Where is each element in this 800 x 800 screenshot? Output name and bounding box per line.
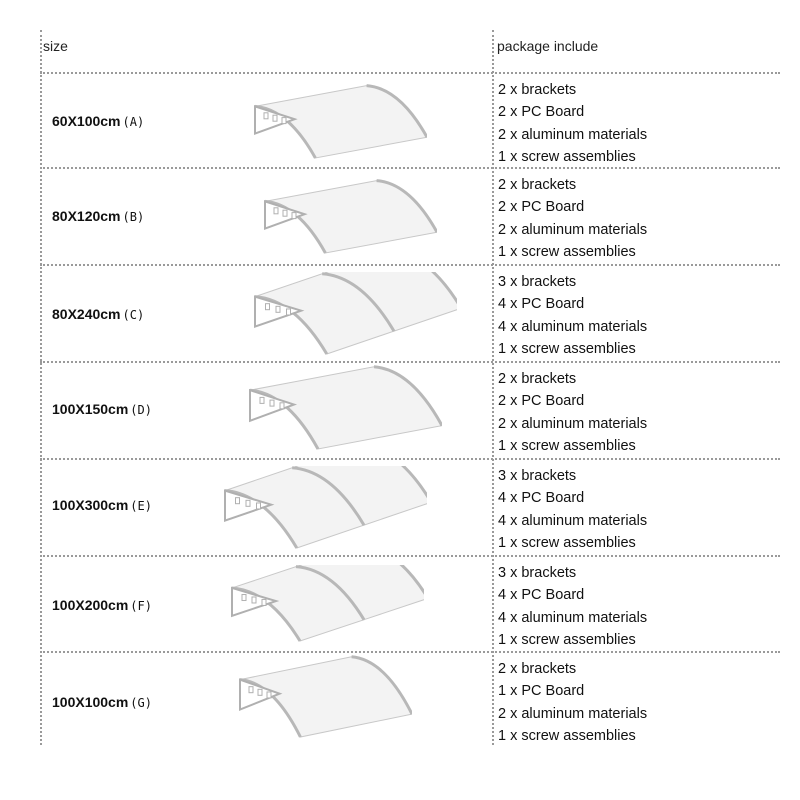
package-item: 2 x aluminum materials [498,221,648,238]
package-column-header: package include [497,38,599,54]
row-divider [40,651,780,653]
row-divider [40,555,780,557]
table-row [42,171,780,264]
row-divider [40,458,780,460]
package-item: 1 x screw assemblies [498,340,636,357]
package-item: 1 x screw assemblies [498,148,636,165]
package-item: 2 x brackets [498,82,577,98]
canopy-image [217,466,427,554]
model-code: (E) [130,499,152,513]
table-row [42,462,780,555]
package-item: 1 x screw assemblies [498,437,636,454]
package-item: 2 x aluminum materials [498,705,648,722]
bracket-slot [276,306,280,312]
bracket-slot [287,309,291,315]
model-code: (C) [122,308,145,322]
canopy-image [224,565,424,647]
table-row [42,365,780,458]
row-divider [40,264,780,266]
bracket-slot [258,689,262,695]
package-list [498,271,647,360]
package-item: 4 x aluminum materials [498,609,648,626]
size-column-header: size [43,38,68,54]
size-label [52,401,152,417]
package-item: 2 x PC Board [498,199,585,216]
size-label [52,694,152,710]
package-item: 4 x PC Board [498,490,585,507]
header-divider [40,72,780,74]
table-row [42,268,780,361]
size-label [52,208,144,224]
size-value: 60X100cm [52,113,121,129]
table-row [42,559,780,651]
model-code: (F) [130,599,152,613]
bracket-slot [249,687,253,693]
package-list [498,79,647,168]
canopy-image [247,272,457,360]
package-item: 2 x brackets [498,371,577,387]
size-label [52,113,144,129]
canopy-image [257,179,437,259]
model-code: (A) [122,115,145,129]
bracket-slot [242,595,246,601]
package-item: 2 x brackets [498,177,577,193]
size-value: 100X150cm [52,401,129,417]
package-item: 4 x PC Board [498,296,585,313]
package-item: 4 x PC Board [498,587,585,604]
row-divider [40,361,780,363]
bracket-slot [273,115,277,121]
package-item: 2 x PC Board [498,393,585,410]
bracket-slot [274,208,278,214]
package-item: 2 x aluminum materials [498,415,648,432]
size-value: 100X200cm [52,597,129,613]
package-item: 1 x screw assemblies [498,727,636,744]
bracket-slot [266,304,270,310]
canopy-image [247,84,427,164]
model-code: (B) [122,210,145,224]
package-item: 1 x screw assemblies [498,243,636,260]
package-item: 1 x screw assemblies [498,631,636,648]
package-list [498,174,647,263]
package-item: 3 x brackets [498,565,577,581]
package-list [498,562,647,651]
package-item: 1 x screw assemblies [498,534,636,551]
bracket-slot [262,599,266,605]
size-label [52,497,152,513]
package-item: 4 x aluminum materials [498,512,648,529]
size-value: 80X120cm [52,208,121,224]
bracket-slot [260,397,264,403]
bracket-slot [283,210,287,216]
row-divider [40,167,780,169]
package-list [498,368,647,457]
bracket-slot [280,403,284,409]
size-value: 80X240cm [52,306,121,322]
package-item: 2 x aluminum materials [498,126,648,143]
model-code: (G) [130,696,152,710]
table-row [42,76,780,167]
size-label [52,597,152,613]
size-value: 100X100cm [52,694,129,710]
package-item: 2 x PC Board [498,104,585,121]
package-item: 2 x brackets [498,661,577,677]
bracket-slot [252,597,256,603]
package-item: 3 x brackets [498,274,577,290]
model-code: (D) [130,403,152,417]
package-item: 3 x brackets [498,468,577,484]
bracket-slot [236,498,240,504]
canopy-image [242,365,442,455]
bracket-slot [282,118,286,124]
size-value: 100X300cm [52,497,129,513]
table-row [42,655,780,745]
package-list [498,658,647,747]
bracket-slot [264,113,268,119]
package-item: 4 x aluminum materials [498,318,648,335]
bracket-slot [246,500,250,506]
bracket-slot [270,400,274,406]
bracket-slot [292,213,296,219]
bracket-slot [267,692,271,698]
package-item: 1 x PC Board [498,683,585,700]
bracket-slot [257,503,261,509]
canopy-image [232,655,412,743]
size-label [52,306,144,322]
package-list [498,465,647,554]
